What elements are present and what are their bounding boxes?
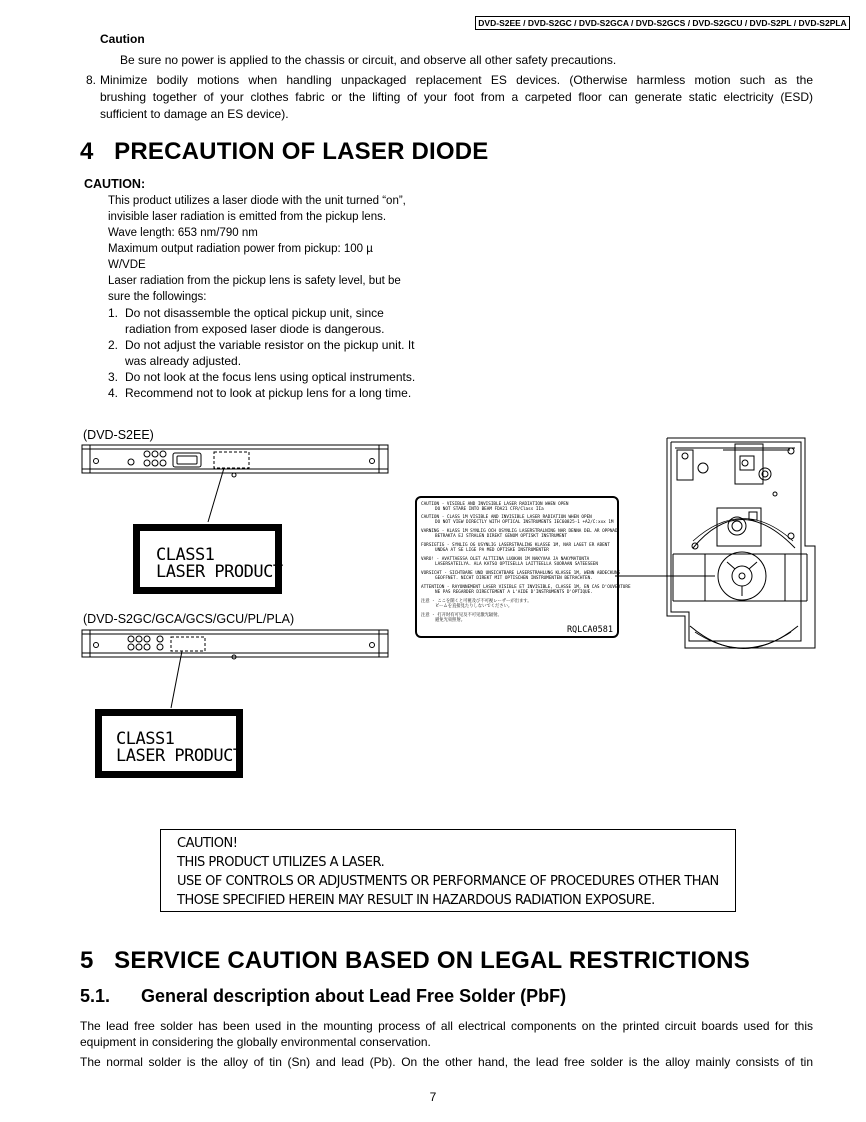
precaution-item-text: Do not look at the focus lens using optical instruments. bbox=[125, 370, 416, 384]
class1-label-s2ee bbox=[133, 524, 282, 594]
label-card-row: LASERSATEILYA. ALA KATSO OPTISELLA LAITTEELLA SUORAAN SATEESEEN bbox=[435, 562, 598, 567]
section-4-line: invisible laser radiation is emitted from the pickup lens. bbox=[108, 211, 387, 223]
section-4-line: This product utilizes a laser diode with the unit turned “on”, bbox=[108, 195, 406, 207]
lead-free-para1-line2: equipment in considering the globally environmental conservation. bbox=[80, 1035, 431, 1049]
label-card-row: VORSICHT - SICHTBARE UND UNSICHTBARE LASERSTRAHLUNG KLASSE 1M, WENN ABDECKUNG bbox=[421, 571, 621, 576]
caution-box-line: THIS PRODUCT UTILIZES A LASER. bbox=[177, 855, 385, 870]
label-card-row: DO NOT STARE INTO BEAM FDA21 CFR/Class IIa bbox=[435, 507, 544, 512]
label-card-row: VARO! - AVATTAESSA OLET ALTTIINA LUOKAN 1M NAKYVAA JA NAKYMATONTA bbox=[421, 557, 590, 562]
label-card-row: ATTENTION - RAYONNEMENT LASER VISIBLE ET INVISIBLE, CLASSE 1M, EN CAS D'OUVERTURE bbox=[421, 585, 631, 590]
section-4-line: sure the followings: bbox=[108, 291, 207, 303]
section-4-line: Maximum output radiation power from pickup: 100 µ bbox=[108, 243, 373, 255]
section-4-title: 4 PRECAUTION OF LASER DIODE bbox=[80, 138, 489, 165]
class1-text: CLASS1 bbox=[156, 545, 215, 565]
caution-box-line: USE OF CONTROLS OR ADJUSTMENTS OR PERFORMANCE OF PROCEDURES OTHER THAN bbox=[177, 874, 719, 889]
item-8-line1: Minimize bodily motions when handling unpackaged replacement ES devices. (Otherwise harmless motion such as the bbox=[100, 73, 813, 87]
label-card-row: 避免光束照射。 bbox=[435, 618, 466, 623]
precaution-item-number: 3. bbox=[108, 370, 119, 384]
model-label-s2ee: (DVD-S2EE) bbox=[83, 428, 154, 442]
caution-text: Be sure no power is applied to the chassis or circuit, and observe all other safety precautions. bbox=[120, 53, 617, 67]
optical-pickup-mechanism-drawing bbox=[615, 436, 823, 654]
section-4-line: Wave length: 653 nm/790 nm bbox=[108, 227, 258, 239]
label-card-row: 注意 - 打开时有可见及不可见激光辐射。 bbox=[421, 613, 502, 618]
lead-free-para1-line1: The lead free solder has been used in the mounting process of all electrical components on the printed circuit boards used for this bbox=[80, 1019, 813, 1033]
precaution-item-text: Do not disassemble the optical pickup unit, since bbox=[125, 306, 384, 320]
caution-heading: Caution bbox=[100, 32, 145, 46]
label-card-row: DO NOT VIEW DIRECTLY WITH OPTICAL INSTRUMENTS IEC60825-1 +A2/C:xxx 1M bbox=[435, 520, 614, 525]
label-card-row: FORSIGTIG - SYNLIG OG USYNLIG LASERSTRALING KLASSE 1M, NAR LAGET ER ABENT bbox=[421, 543, 610, 548]
page-number: 7 bbox=[429, 1090, 437, 1104]
label-card-row: NE PAS REGARDER DIRECTEMENT A L'AIDE D'INSTRUMENTS D'OPTIQUE. bbox=[435, 590, 593, 595]
caution-box-line: CAUTION! bbox=[177, 836, 238, 851]
section-5-title: 5 SERVICE CAUTION BASED ON LEGAL RESTRICTIONS bbox=[80, 947, 750, 974]
precaution-item-text: was already adjusted. bbox=[125, 354, 242, 368]
item-8-number: 8. bbox=[86, 73, 97, 87]
label-card-row: CAUTION - CLASS 1M VISIBLE AND INVISIBLE LASER RADIATION WHEN OPEN bbox=[421, 515, 592, 520]
label-card-row: VARNING - KLASS 1M SYNLIG OCH OSYNLIG LASERSTRALNING NAR DENNA DEL AR OPPNAD bbox=[421, 529, 618, 534]
subsection-title: General description about Lead Free Solder (PbF) bbox=[141, 986, 567, 1006]
precaution-item-text: Do not adjust the variable resistor on the pickup unit. It bbox=[125, 338, 415, 352]
label-card-row: UNDGA AT SE LIGE PA MED OPTISKE INSTRUMENTER bbox=[435, 548, 549, 553]
lead-free-para2-line1: The normal solder is the alloy of tin (Sn) and lead (Pb). On the other hand, the lead free solder is the alloy mainly consists of tin bbox=[80, 1055, 813, 1069]
label-card-row: ビームを直接見たりしないでください。 bbox=[435, 604, 513, 609]
precaution-item-text: Recommend not to look at pickup lens for a long time. bbox=[125, 386, 412, 400]
label-card-code: RQLCA0581 bbox=[566, 625, 613, 635]
model-header-tag: DVD-S2EE / DVD-S2GC / DVD-S2GCA / DVD-S2GCS / DVD-S2GCU / DVD-S2PL / DVD-S2PLA bbox=[475, 16, 850, 30]
label-card-row: BETRAKTA EJ STRALEN DIREKT GENOM OPTISKT INSTRUMENT bbox=[435, 534, 567, 539]
precaution-item-text: radiation from exposed laser diode is dangerous. bbox=[125, 322, 385, 336]
laser-caution-box bbox=[160, 829, 736, 912]
label-card-row: GEOFFNET. NICHT DIREKT MIT OPTISCHEN INSTRUMENTEN BETRACHTEN. bbox=[435, 576, 593, 581]
item-8-line2: brushing together of your clothes fabric or the lifting of your foot from a carpeted floor can generate static electricity (ESD) bbox=[100, 90, 813, 104]
laser-product-text: LASER PRODUCT bbox=[156, 562, 283, 582]
section-4-line: Laser radiation from the pickup lens is safety level, but be bbox=[108, 275, 401, 287]
precaution-item-number: 4. bbox=[108, 386, 119, 400]
item-8-line3: sufficient to damage an ES device). bbox=[100, 107, 289, 121]
caution-box-line: THOSE SPECIFIED HEREIN MAY RESULT IN HAZARDOUS RADIATION EXPOSURE. bbox=[177, 893, 655, 908]
label-card-row: CAUTION - VISIBLE AND INVISIBLE LASER RADIATION WHEN OPEN bbox=[421, 502, 569, 507]
precaution-item-number: 2. bbox=[108, 338, 119, 352]
section-4-line: W/VDE bbox=[108, 259, 146, 271]
laser-warning-label-card bbox=[415, 496, 631, 638]
label-card-row: 注意 - ここを開くと可視及び不可視レーザーが出ます。 bbox=[421, 599, 532, 604]
precaution-item-number: 1. bbox=[108, 306, 119, 320]
class1-label-s2gc bbox=[95, 709, 243, 778]
subsection-number: 5.1. bbox=[80, 986, 111, 1006]
model-label-s2gc: (DVD-S2GC/GCA/GCS/GCU/PL/PLA) bbox=[83, 612, 295, 626]
section-4-caution-label: CAUTION: bbox=[84, 177, 146, 191]
laser-product-text: LASER PRODUCT bbox=[116, 746, 243, 766]
class1-text: CLASS1 bbox=[116, 729, 175, 749]
